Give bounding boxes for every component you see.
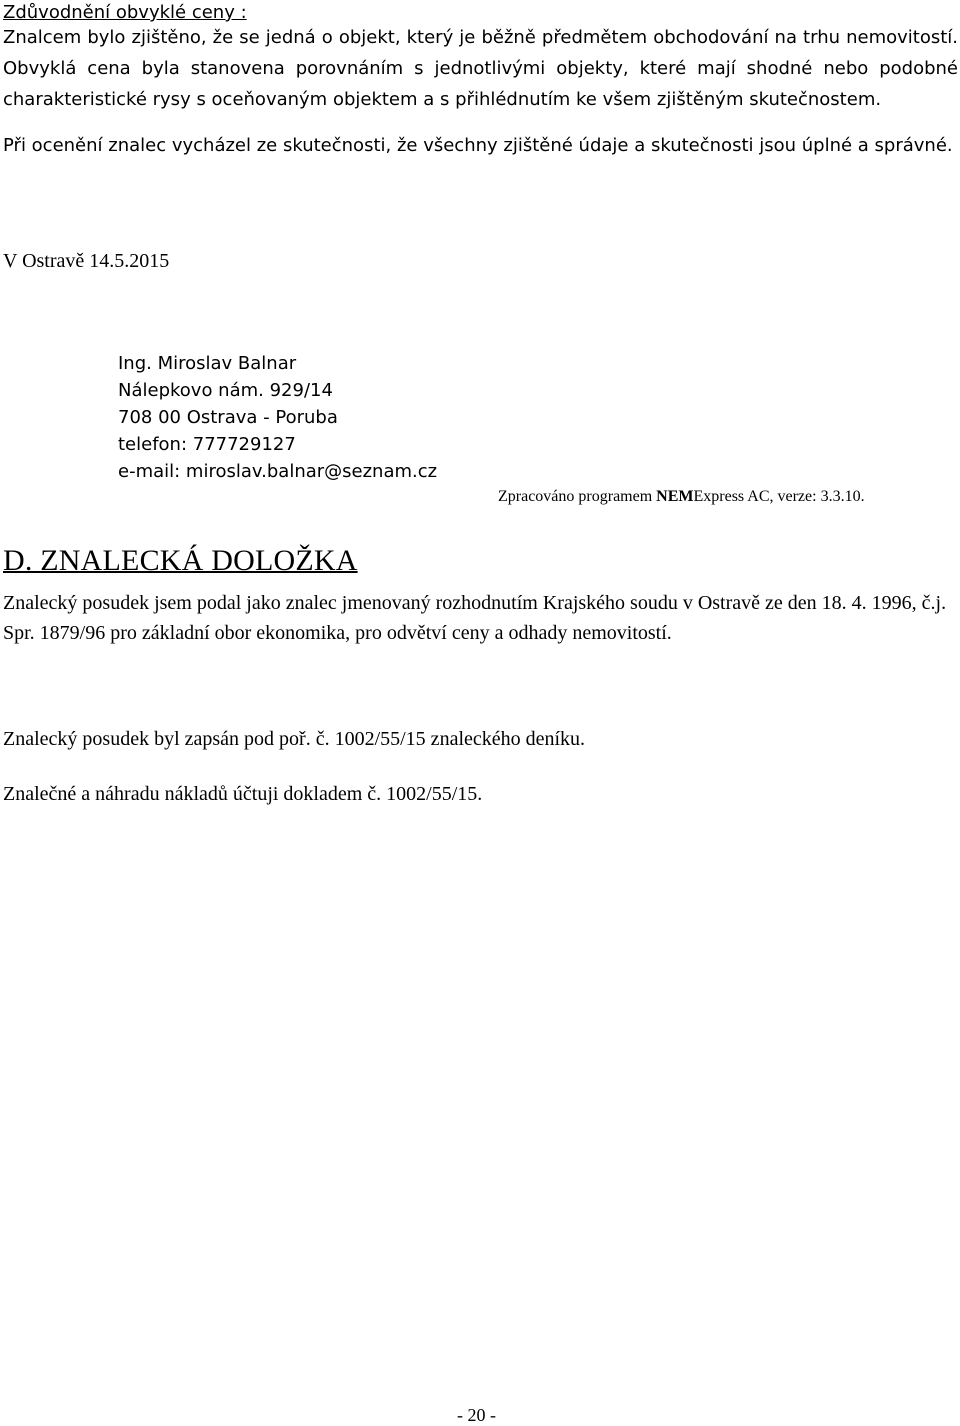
software-note-suffix: Express AC, verze: 3.3.10. (693, 488, 865, 505)
paragraph-oceneni-predpoklad: Při ocenění znalec vycházel ze skutečnosti, že všechny zjištěné údaje a skutečnosti jsou úplné a správné. (3, 135, 953, 156)
signature-name: Ing. Miroslav Balnar (118, 353, 297, 374)
place-and-date: V Ostravě 14.5.2015 (3, 250, 170, 272)
signature-email: e-mail: miroslav.balnar@seznam.cz (118, 461, 438, 482)
software-note-brand: NEM (656, 488, 694, 505)
signature-city: 708 00 Ostrava - Poruba (118, 407, 338, 428)
signature-phone: telefon: 777729127 (118, 434, 296, 455)
signature-street: Nálepkovo nám. 929/14 (118, 380, 333, 401)
signature-block (118, 350, 437, 485)
software-note (498, 488, 865, 506)
section-heading-obvykla-cena: Zdůvodnění obvyklé ceny : (3, 2, 247, 23)
paragraph-znalecne: Znalečné a náhradu nákladů účtuji dokladem č. 1002/55/15. (3, 783, 483, 805)
section-title-znalecka-dolozka: D. ZNALECKÁ DOLOŽKA (3, 544, 358, 577)
paragraph-znalecka-dolozka: Znalecký posudek jsem podal jako znalec jmenovaný rozhodnutím Krajského soudu v Ostravě ze den 18. 4. 1996, č.j. Spr. 1879/96 pro základní obor ekonomika, pro odvětví ceny a odhady nemovitostí. (3, 592, 947, 644)
page-number: - 20 - (457, 1405, 496, 1425)
paragraph-zapis-denik: Znalecký posudek byl zapsán pod poř. č. 1002/55/15 znaleckého deníku. (3, 728, 586, 750)
software-note-prefix: Zpracováno programem (498, 488, 657, 505)
paragraph-obvykla-cena: Znalcem bylo zjištěno, že se jedná o objekt, který je běžně předmětem obchodování na trhu nemovitostí. Obvyklá cena byla stanovena porovnáním s jednotlivými objekty, které mají shodné nebo podobné charakteristické rysy s oceňovaným objektem a s přihlédnutím ke všem zjištěným skutečnostem. (3, 27, 958, 110)
